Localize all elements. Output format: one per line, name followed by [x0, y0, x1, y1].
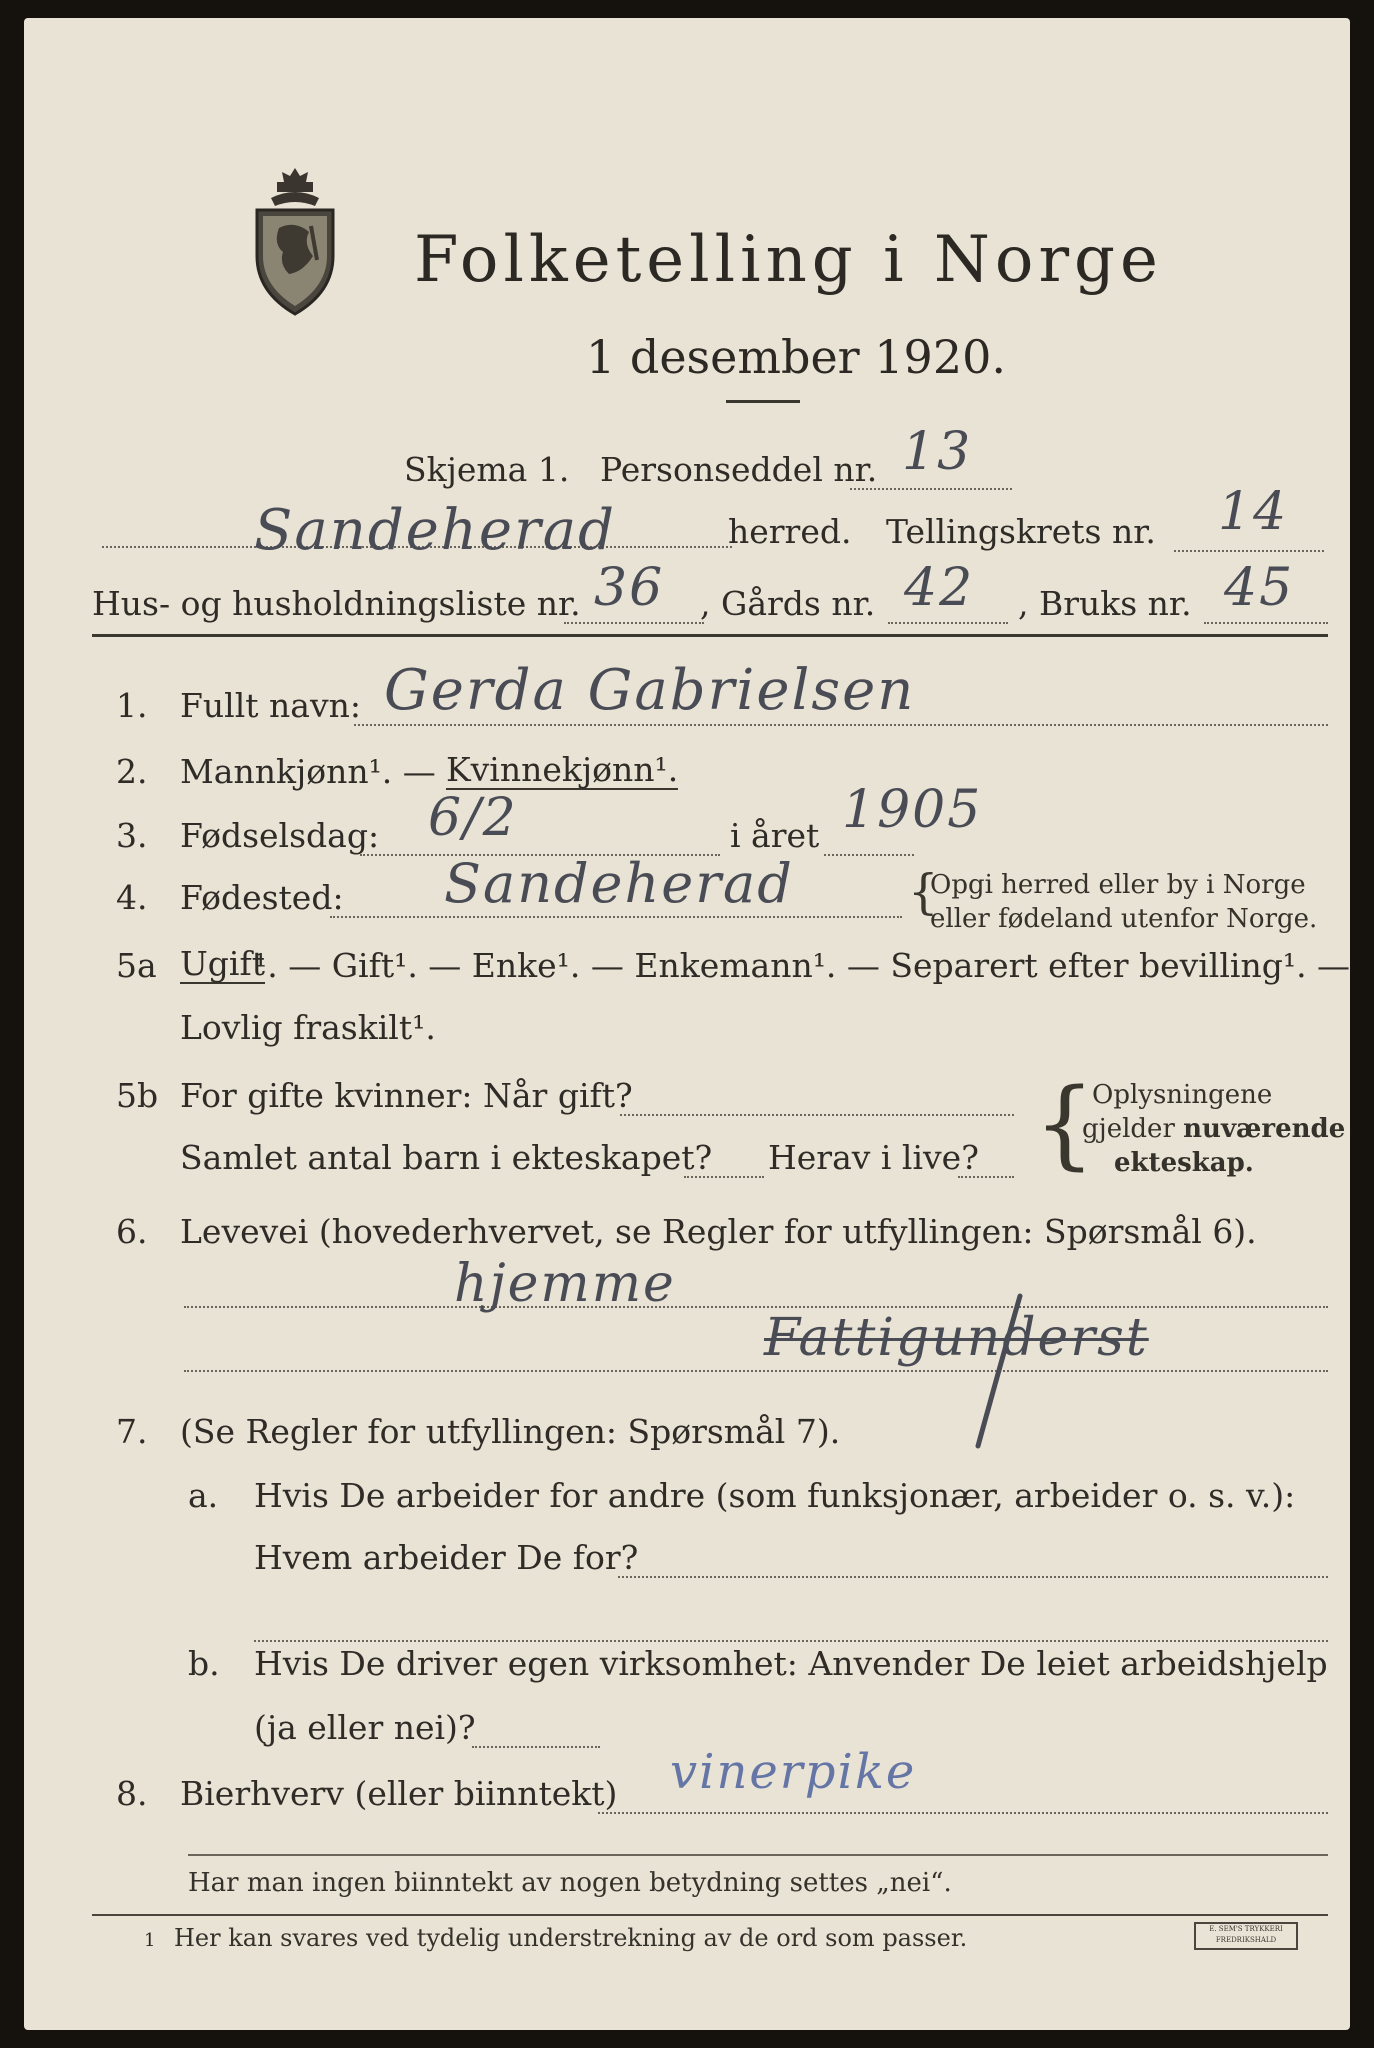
q5b-brace: { [1034, 1068, 1096, 1180]
q7b-question: (ja eller nei)? [254, 1708, 476, 1747]
footnote-rule [92, 1914, 1328, 1916]
footnote-number: 1 [144, 1930, 156, 1951]
q3-year-label: i året [730, 816, 820, 855]
hus-label: Hus- og husholdningsliste nr. [92, 584, 581, 623]
q4-brace: { [908, 864, 939, 920]
bruks-value: 45 [1224, 558, 1295, 618]
coat-of-arms-icon [249, 166, 341, 316]
skjema-label: Skjema 1. [404, 450, 570, 489]
q5b-line1: For gifte kvinner: Når gift? [180, 1076, 633, 1115]
title-divider [726, 400, 800, 403]
q3-label: Fødselsdag: [180, 816, 380, 855]
q5a-options: ¹. — Gift¹. — Enke¹. — Enkemann¹. — Separert efter bevilling¹. — [254, 946, 1350, 985]
q6-label: Levevei (hovederhvervet, se Regler for utfyllingen: Spørsmål 6). [180, 1212, 1257, 1251]
personseddel-line [850, 488, 1012, 490]
personseddel-value: 13 [902, 422, 973, 482]
q7b-text: Hvis De driver egen virksomhet: Anvender De leiet arbeidshjelp [254, 1644, 1328, 1683]
q2-female: Kvinnekjønn¹. [446, 750, 679, 789]
q1-number: 1. [116, 686, 148, 725]
q6-line-2 [184, 1370, 1328, 1372]
q7-label: (Se Regler for utfyllingen: Spørsmål 7). [180, 1412, 841, 1451]
q5b-married-line [620, 1114, 1014, 1116]
printer-stamp: E. SEM'S TRYKKERI FREDRIKSHALD [1194, 1922, 1298, 1950]
q8-label: Bierhverv (eller biinntekt) [180, 1774, 618, 1813]
q5b-number: 5b [116, 1076, 159, 1115]
q4-value: Sandeherad [444, 852, 794, 915]
q6-struck-value: Fattigunderst [764, 1308, 1149, 1368]
q5a-number: 5a [116, 946, 157, 985]
herred-value: Sandeherad [254, 498, 617, 563]
q5a-divorced: Lovlig fraskilt¹. [180, 1008, 436, 1047]
q5b-alive: Herav i live? [768, 1138, 979, 1177]
census-form [24, 18, 1350, 2030]
q3-number: 3. [116, 816, 148, 855]
herred-label: herred. [728, 512, 852, 551]
gards-value: 42 [904, 558, 975, 618]
gards-label: , Gårds nr. [700, 584, 876, 623]
footer-note: Har man ingen biinntekt av nogen betydning settes „nei“. [188, 1868, 952, 1898]
q5b-children-line [684, 1176, 764, 1178]
q5b-children: Samlet antal barn i ekteskapet? [180, 1138, 713, 1177]
q6-number: 6. [116, 1212, 148, 1251]
q7a-line-2 [254, 1640, 1328, 1642]
q4-label: Fødested: [180, 878, 344, 917]
header-rule [92, 634, 1328, 637]
q4-note-2: eller fødeland utenfor Norge. [930, 904, 1318, 934]
tellingskrets-line [1174, 550, 1324, 552]
tellingskrets-value: 14 [1218, 482, 1289, 542]
q7a-number: a. [188, 1476, 219, 1515]
q3-year-line [824, 854, 914, 856]
q4-note-1: Opgi herred eller by i Norge [930, 870, 1306, 900]
hus-line [564, 622, 704, 624]
q4-line [330, 916, 902, 918]
form-title: Folketelling i Norge [414, 223, 1163, 297]
q7a-text: Hvis De arbeider for andre (som funksjonær, arbeider o. s. v.): [254, 1476, 1296, 1515]
q6-pen-stroke [960, 1286, 1040, 1456]
q7b-number: b. [188, 1644, 220, 1683]
q5a-unmarried: Ugift [180, 944, 265, 983]
q5b-note-3: ekteskap. [1114, 1148, 1254, 1178]
hus-value: 36 [594, 558, 665, 618]
q4-number: 4. [116, 878, 148, 917]
q6-line-1 [184, 1306, 1328, 1308]
q1-label: Fullt navn: [180, 686, 361, 725]
personseddel-label: Personseddel nr. [600, 450, 878, 489]
footnote-text: Her kan svares ved tydelig understrekning av de ord som passer. [174, 1924, 968, 1952]
q6-value: hjemme [454, 1254, 676, 1314]
q1-line [354, 724, 1328, 726]
q5b-alive-line [958, 1176, 1014, 1178]
q2-number: 2. [116, 752, 148, 791]
q7-number: 7. [116, 1412, 148, 1451]
q3-year-value: 1905 [842, 780, 983, 840]
q7a-question: Hvem arbeider De for? [254, 1538, 639, 1577]
q8-number: 8. [116, 1774, 148, 1813]
q3-value: 6/2 [428, 788, 518, 848]
bruks-line [1204, 622, 1328, 624]
footer-divider [188, 1854, 1328, 1856]
q2-male: Mannkjønn¹. — [180, 752, 436, 791]
q5b-note-1: Oplysningene [1092, 1080, 1273, 1110]
q8-line [598, 1812, 1328, 1814]
q7a-line-1 [618, 1576, 1328, 1578]
form-date: 1 desember 1920. [586, 330, 1006, 384]
q5b-note-2: gjelder nuværende [1082, 1114, 1346, 1144]
bruks-label: , Bruks nr. [1018, 584, 1192, 623]
q7b-line [472, 1746, 600, 1748]
tellingskrets-label: Tellingskrets nr. [886, 512, 1156, 551]
q1-value: Gerda Gabrielsen [384, 658, 916, 723]
q8-value: vinerpike [670, 1744, 917, 1800]
gards-line [888, 622, 1008, 624]
